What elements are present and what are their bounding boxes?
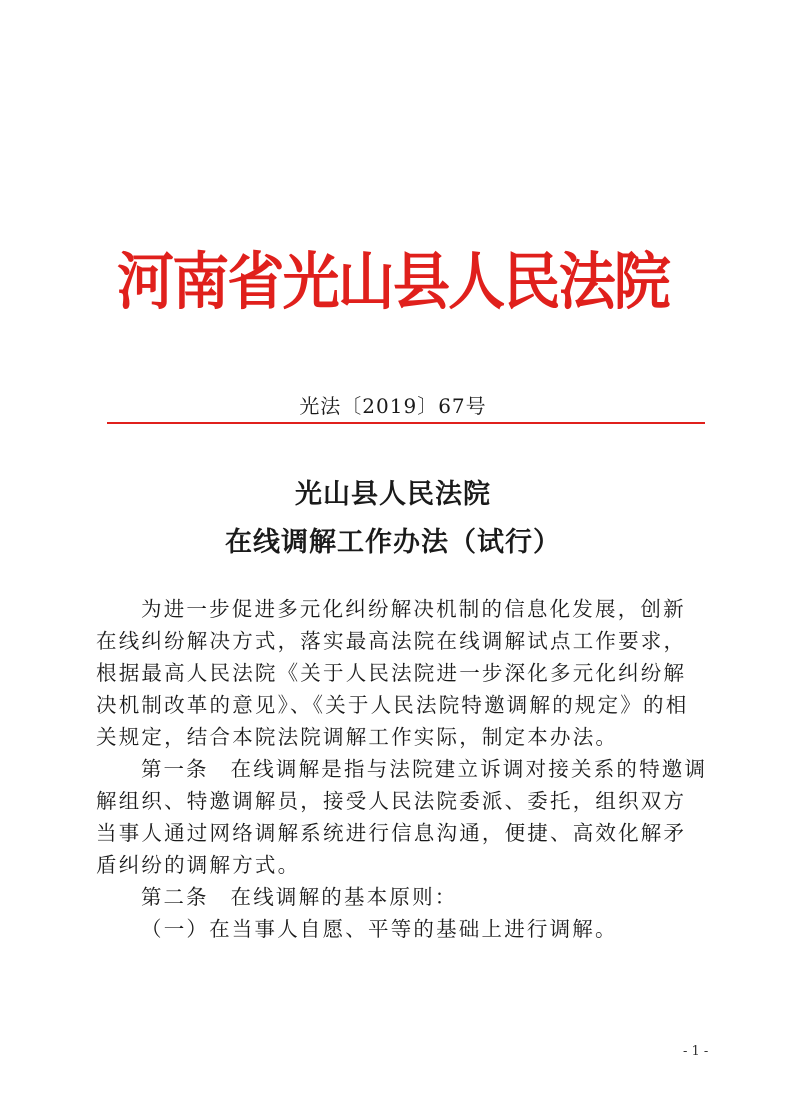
article-1-heading: 第一条 <box>141 757 209 781</box>
title-line-1: 光山县人民法院 <box>295 479 491 510</box>
document-number: 光法〔2019〕67号 <box>299 394 487 418</box>
article-2-heading: 第二条 <box>141 885 209 909</box>
article-1-text: 在线调解是指与法院建立诉调对接关系的特邀调解组织、特邀调解员，接受人民法院委派、委托，组织双方当事人通过网络调解系统进行信息沟通，便捷、高效化解矛盾纠纷的调解方式。 <box>96 757 708 877</box>
article-2-text: 在线调解的基本原则： <box>230 885 458 909</box>
article-2-paragraph <box>96 881 708 913</box>
preamble-paragraph: 为进一步促进多元化纠纷解决机制的信息化发展，创新在线纠纷解决方式，落实最高法院在线调解试点工作要求，根据最高人民法院《关于人民法院进一步深化多元化纠纷解决机制改革的意见》、《关于人民法院特邀调解的规定》的相关规定，结合本院法院调解工作实际，制定本办法。 <box>96 597 689 749</box>
title-line-2: 在线调解工作办法（试行） <box>225 527 561 558</box>
page-number: - 1 - <box>683 1044 709 1059</box>
article-2-item-1: （一）在当事人自愿、平等的基础上进行调解。 <box>141 917 618 941</box>
document-body <box>96 593 708 945</box>
article-1-paragraph <box>96 753 708 881</box>
red-divider-line <box>107 422 705 424</box>
court-header: 河南省光山县人民法院 <box>116 245 670 318</box>
